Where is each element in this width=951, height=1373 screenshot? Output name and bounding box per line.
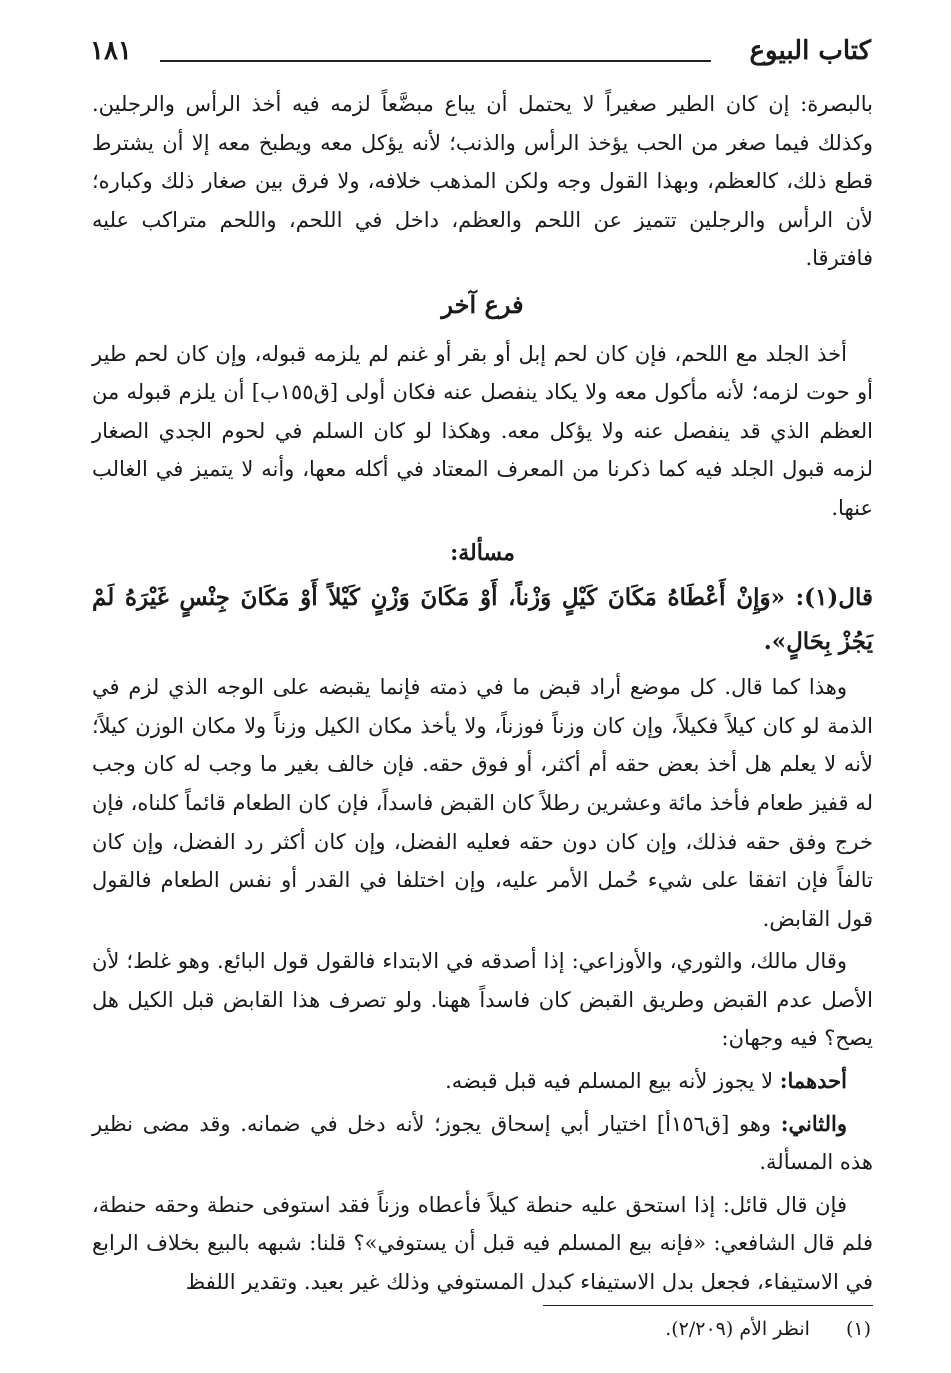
paragraph (92, 1062, 873, 1101)
item-text: لا يجوز لأنه بيع المسلم فيه قبل قبضه. (445, 1069, 780, 1094)
item-label: أحدهما: (779, 1068, 847, 1094)
item-text: وهو [ق١٥٦أ] اختيار أبي إسحاق يجوز؛ لأنه دخل في ضمانه. وقد مضى نظير هذه المسألة. (92, 1111, 873, 1175)
header-rule (160, 60, 711, 62)
paragraph: أخذ الجلد مع اللحم، فإن كان لحم إبل أو بقر أو غنم لم يلزمه قبوله، وإن كان لحم طير أو حوت لزمه؛ لأنه مأكول معه ولا يكاد ينفصل عنه فكان أولى [ق١٥٥ب] أن يلزم قبوله من العظم الذي قد ينفصل عنه ولا يؤكل معه. وهكذا لو كان السلم في لحوم الجدي الصغار لزمه قبول الجلد فيه كما ذكرنا من المعرف المعتاد في أكله معها، وأنه لا يتميز في الغالب عنها. (92, 341, 873, 520)
section-heading: مسألة: (450, 539, 515, 566)
paragraph: وهذا كما قال. كل موضع أراد قبض ما في ذمته فإنما يقبضه على الوجه الذي لزم في الذمة لو كان كيلاً فكيلاً، وإن كان وزناً فوزناً، ولا يأخذ مكان الكيل وزناً ولا مكان الوزن كيلاً؛ لأنه لا يعلم هل أخذ بعض حقه أم أكثر، أو فوق حقه. فإن خالف بغير ما وجب له كان وجب له قفيز طعام فأخذ مائة وعشرين رطلاً كان القبض فاسداً، فإن كان الطعام قائماً كلناه، فإن خرج وفق حقه فذلك، وإن كان دون حقه فعليه الفضل، وإن كان أكثر رد الفضل، وإن كان تالفاً فإن اتفقا على شيء حُمل الأمر عليه، وإن اختلفا في القدر أو نفس الطعام فالقول قول القابض. (92, 675, 873, 931)
running-title: كتاب البيوع (749, 36, 871, 66)
footnote-number: (١) (845, 1318, 871, 1340)
paragraph: فإن قال قائل: إذا استحق عليه حنطة كيلاً فأعطاه وزناً فقد استوفى حنطة وحقه حنطة، فلم قال الشافعي: «فإنه بيع المسلم فيه قبل أن يستوفي»؟ قلنا: شبهه بالبيع بخلاف الرابع في الاستيفاء، فجعل بدل الاستيفاء كبدل المستوفي وذلك غير بعيد. وتقدير اللفظ (92, 1192, 873, 1295)
page-header (90, 36, 871, 76)
paragraph: بالبصرة: إن كان الطير صغيراً لا يحتمل أن يباع مبضَّعاً لزمه فيه أخذ الرأس والرجلين. وكذلك فيما صغر من الحب يؤخذ الرأس والذنب؛ لأنه يؤكل معه ويطبخ معه إلا أن يشترط قطع ذلك، كالعظم، وبهذا القول وجه ولكن المذهب خلافه، ولا فرق بين صغار ذلك وكباره؛ لأن الرأس والرجلين تتميز عن اللحم والعظم، داخل في اللحم، واللحم متراكب عليه فافترقا. (92, 92, 873, 271)
section-heading: فرع آخر (441, 289, 524, 319)
footnote-rule (543, 1305, 873, 1306)
footnote-text: انظر الأم (٢/٢٠٩). (665, 1318, 810, 1340)
main-text (92, 85, 873, 1306)
item-label: والثاني: (780, 1110, 847, 1136)
footnote (665, 1318, 871, 1340)
page-number: ١٨١ (90, 36, 132, 66)
quoted-text: قال(١): «وَإِنْ أَعْطَاهُ مَكَانَ كَيْلٍ وَزْناً، أَوْ مَكَانَ وَزْنٍ كَيْلاً أَوْ مَكَانَ جِنْسٍ غَيْرَهُ لَمْ يَجُزْ بِحَالٍ». (92, 584, 873, 656)
paragraph: وقال مالك، والثوري، والأوزاعي: إذا أصدقه في الابتداء فالقول قول البائع. وهو غلط؛ لأن الأصل عدم القبض وطريق القبض كان فاسداً ههنا. ولو تصرف هذا القابض قبل الكيل هل يصح؟ فيه وجهان: (92, 949, 873, 1051)
paragraph (92, 1105, 873, 1182)
